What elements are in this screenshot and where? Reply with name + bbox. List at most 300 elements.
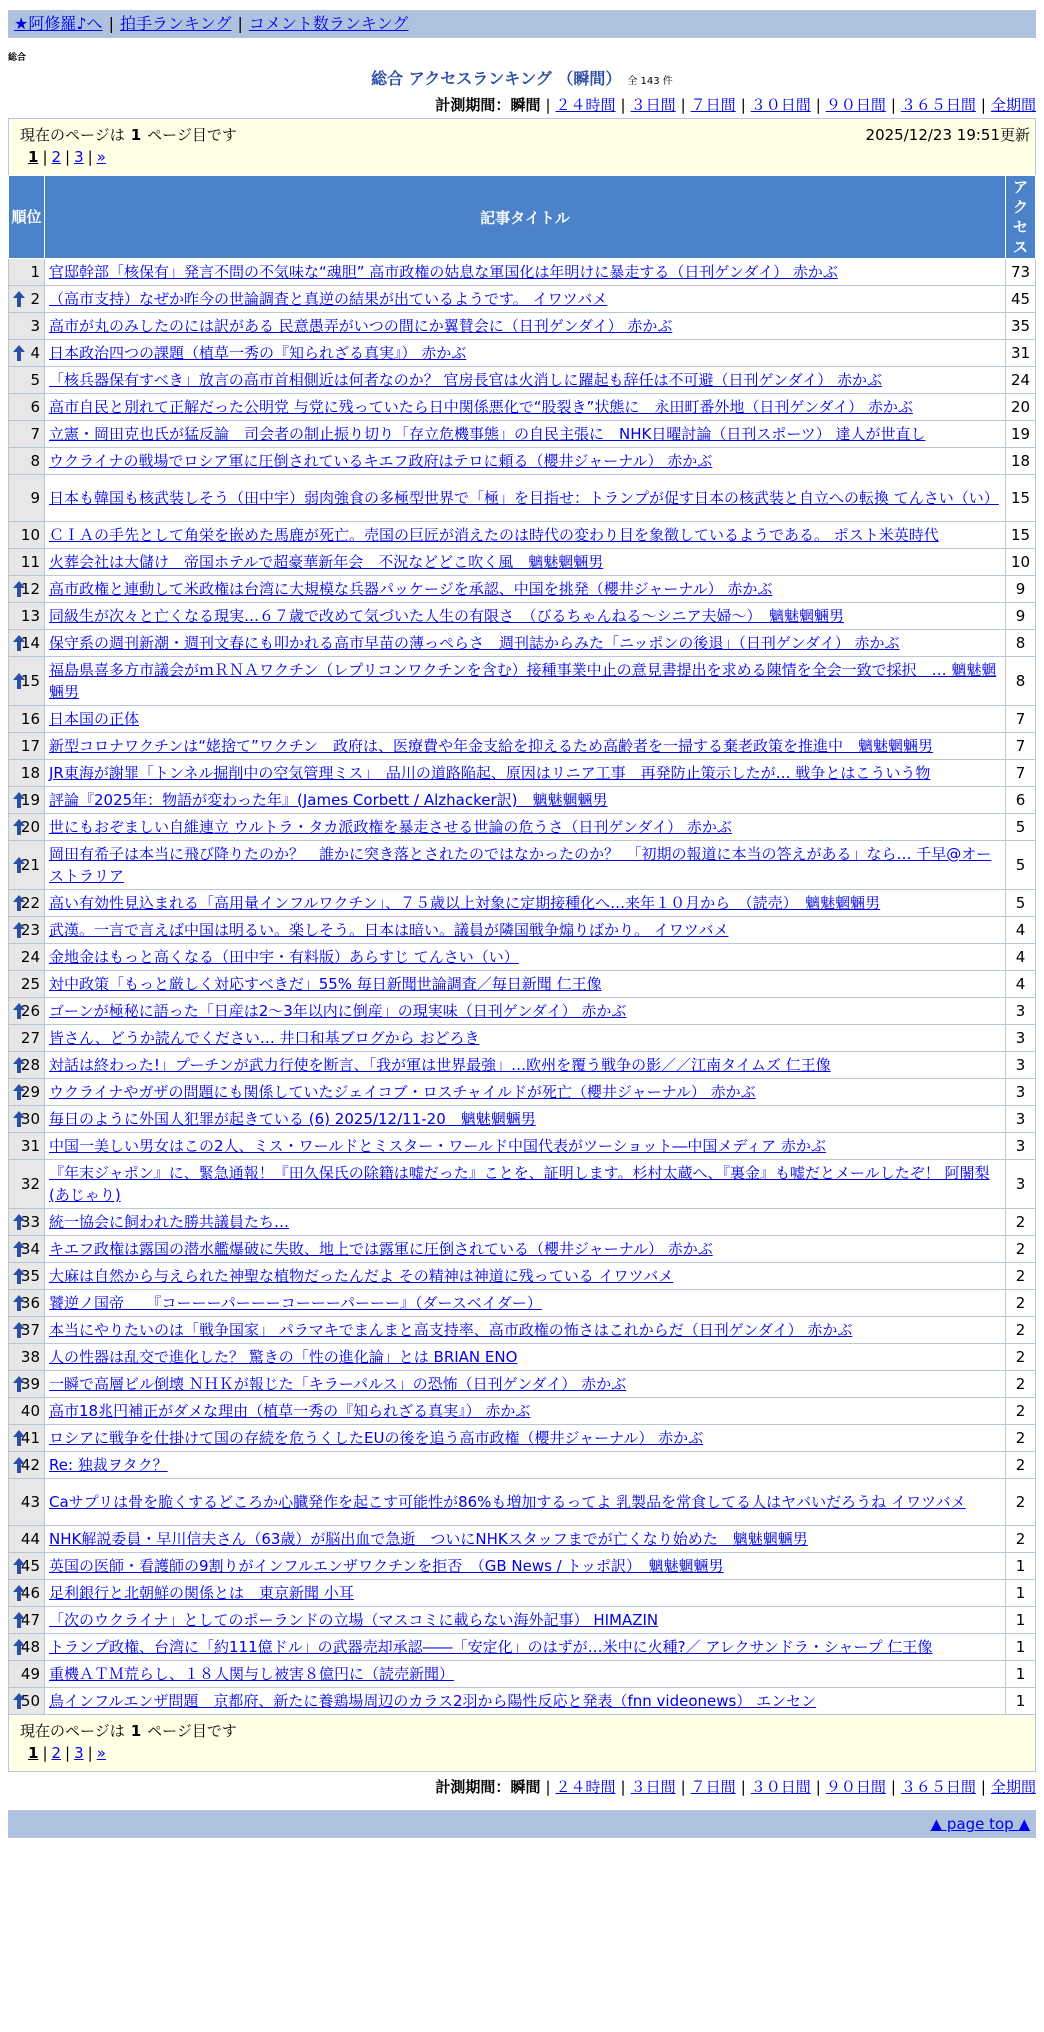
- table-row: [9, 313, 1036, 340]
- period-label: 計測期間：: [435, 96, 511, 114]
- rank-number: 20: [20, 818, 40, 836]
- table-row: [9, 1106, 1036, 1133]
- separator: |: [680, 1778, 686, 1796]
- rank-number: 1: [30, 263, 40, 281]
- rank-up-arrow-icon: [13, 1268, 25, 1284]
- article-title-link[interactable]: Re: 独裁ヲタク？: [49, 1456, 168, 1474]
- article-title-link[interactable]: 金地金はもっと高くなる（田中宇・有料版）あらすじ てんさい（い）: [49, 948, 519, 966]
- rank-cell: [9, 394, 45, 421]
- rank-cell: [9, 1526, 45, 1553]
- separator: |: [545, 96, 551, 114]
- title-cell: [45, 890, 1006, 917]
- rank-number: 15: [20, 672, 40, 690]
- pagination-page-1: 1: [28, 1744, 39, 1762]
- article-title-link[interactable]: 火葬会社は大儲け 帝国ホテルで超豪華新年会 不況などどこ吹く風 魑魅魍魎男: [49, 553, 604, 571]
- clap-ranking-link[interactable]: 拍手ランキング: [119, 14, 232, 33]
- rank-number: 21: [20, 856, 40, 874]
- separator: |: [87, 1744, 93, 1762]
- article-title-link[interactable]: 日本国の正体: [49, 710, 140, 728]
- table-row: [9, 1634, 1036, 1661]
- page-top-link[interactable]: ▲ page top ▲: [930, 1815, 1030, 1833]
- table-row: [9, 1290, 1036, 1317]
- article-title-link[interactable]: （高市支持）なぜか昨今の世論調査と真逆の結果が出ているようです。 イワツバメ: [49, 290, 608, 308]
- updated-timestamp: 2025/12/23 19:51更新: [865, 126, 1030, 144]
- table-row: [9, 1133, 1036, 1160]
- article-title-link[interactable]: 毎日のように外国人犯罪が起きている (6) 2025/12/11-20 魑魅魍魎男: [49, 1110, 536, 1128]
- rank-cell: [9, 603, 45, 630]
- title-cell: [45, 998, 1006, 1025]
- rank-cell: [9, 1317, 45, 1344]
- table-row: [9, 286, 1036, 313]
- article-title-link[interactable]: 対中政策「もっと厳しく対応すべきだ」55% 毎日新聞世論調査／毎日新聞 仁王像: [49, 975, 602, 993]
- title-cell: [45, 421, 1006, 448]
- article-title-link[interactable]: 新型コロナワクチンは“姥捨て”ワクチン 政府は、医療費や年金支給を抑えるため高齢者を一掃する棄老政策を推進中 魑魅魍魎男: [49, 737, 934, 755]
- top-period-option-2[interactable]: ２４時間: [555, 96, 616, 114]
- title-cell: [45, 1344, 1006, 1371]
- table-row: [9, 706, 1036, 733]
- access-count: 2: [1005, 1236, 1035, 1263]
- rank-cell: [9, 814, 45, 841]
- rank-number: 40: [20, 1402, 40, 1420]
- table-row: [9, 890, 1036, 917]
- article-title-link[interactable]: 中国一美しい男女はこの2人、ミス・ワールドとミスター・ワールド中国代表がツーショット―中国メディア 赤かぶ: [49, 1137, 826, 1155]
- rank-cell: [9, 1209, 45, 1236]
- page-info-suffix: ページ目です: [147, 126, 237, 144]
- home-link[interactable]: ★阿修羅♪へ: [14, 14, 103, 33]
- title-cell: [45, 1425, 1006, 1452]
- rank-up-arrow-icon: [13, 1003, 25, 1019]
- title-cell: [45, 367, 1006, 394]
- title-cell: [45, 1236, 1006, 1263]
- rank-number: 39: [20, 1375, 40, 1393]
- article-title-link[interactable]: 人の性器は乱交で進化した？ 驚きの「性の進化論」とは BRIAN ENO: [49, 1348, 518, 1366]
- rank-number: 17: [20, 737, 40, 755]
- title-cell: [45, 448, 1006, 475]
- title-cell: [45, 1052, 1006, 1079]
- period-selector-bottom: [0, 1774, 1036, 1800]
- rank-number: 32: [20, 1175, 40, 1193]
- rank-up-arrow-icon: [13, 1558, 25, 1574]
- table-row: [9, 733, 1036, 760]
- rank-cell: [9, 549, 45, 576]
- table-row: [9, 787, 1036, 814]
- separator: |: [815, 1778, 821, 1796]
- separator: |: [680, 96, 686, 114]
- separator: |: [620, 1778, 626, 1796]
- rank-cell: [9, 787, 45, 814]
- article-title-link[interactable]: JR東海が謝罪「トンネル掘削中の空気管理ミス」 品川の道路陥起、原因はリニア工事 再発防止策示したが… 戦争とはこういう物: [49, 764, 931, 782]
- table-row: [9, 1452, 1036, 1479]
- rank-cell: [9, 1634, 45, 1661]
- rank-cell: [9, 522, 45, 549]
- table-row: [9, 1580, 1036, 1607]
- table-row: [9, 475, 1036, 522]
- article-title-link[interactable]: 官邸幹部「核保有」発言不問の不気味な“魂胆” 高市政権の姑息な軍国化は年明けに暴走する（日刊ゲンダイ） 赤かぶ: [49, 263, 838, 281]
- rank-up-arrow-icon: [13, 819, 25, 835]
- rank-number: 33: [20, 1213, 40, 1231]
- pagination-next[interactable]: »: [96, 1744, 106, 1762]
- rank-up-arrow-icon: [13, 1585, 25, 1601]
- article-title-link[interactable]: ゴーンが極秘に語った「日産は2〜3年以内に倒産」の現実味（日刊ゲンダイ） 赤かぶ: [49, 1002, 627, 1020]
- rank-number: 27: [20, 1029, 40, 1047]
- article-title-link[interactable]: 高市自民と別れて正解だった公明党 与党に残っていたら日中関係悪化で“股裂き”状態に 永田町番外地（日刊ゲンダイ） 赤かぶ: [49, 398, 913, 416]
- pagination-page-3[interactable]: 3: [74, 1744, 84, 1762]
- article-title-link[interactable]: 重機ＡＴＭ荒らし、１８人関与し被害８億円に（読売新聞）: [49, 1665, 455, 1683]
- pagination-page-2[interactable]: 2: [51, 148, 62, 166]
- article-title-link[interactable]: ウクライナやガザの問題にも関係していたジェイコブ・ロスチャイルドが死亡（櫻井ジャーナル） 赤かぶ: [49, 1083, 756, 1101]
- access-count: 1: [1005, 1634, 1035, 1661]
- access-count: 6: [1005, 787, 1035, 814]
- top-period-option-1: 瞬間: [510, 96, 541, 114]
- rank-cell: [9, 971, 45, 998]
- rank-number: 26: [20, 1002, 40, 1020]
- rank-number: 47: [20, 1611, 40, 1629]
- title-cell: [45, 1160, 1006, 1209]
- page-title: [0, 66, 1044, 92]
- title-cell: [45, 603, 1006, 630]
- rank-cell: [9, 841, 45, 890]
- table-row: [9, 1688, 1036, 1715]
- rank-cell: [9, 630, 45, 657]
- article-title-link[interactable]: 一瞬で高層ビル倒壊 ＮＨＫが報じた「キラーパルス」の恐怖（日刊ゲンダイ） 赤かぶ: [49, 1375, 627, 1393]
- table-row: [9, 630, 1036, 657]
- rank-cell: [9, 576, 45, 603]
- top-period-option-3[interactable]: ３日間: [630, 96, 676, 114]
- separator: |: [545, 1778, 551, 1796]
- rank-cell: [9, 448, 45, 475]
- page-title-text: 総合 アクセスランキング （瞬間）: [371, 69, 622, 88]
- access-count: 1: [1005, 1688, 1035, 1715]
- rank-cell: [9, 421, 45, 448]
- article-title-link[interactable]: 『年末ジャポン』に、緊急通報！『田久保氏の除籍は嘘だった』ことを、証明します。杉村太蔵へ、『裏金』も嘘だとメールしたぞ！ 阿闍梨(あじゃり): [49, 1164, 990, 1204]
- access-count: 2: [1005, 1425, 1035, 1452]
- rank-number: 9: [30, 489, 40, 507]
- access-count: 3: [1005, 1106, 1035, 1133]
- title-cell: [45, 286, 1006, 313]
- title-cell: [45, 1607, 1006, 1634]
- access-count: 2: [1005, 1398, 1035, 1425]
- pagination-page-2[interactable]: 2: [51, 1744, 62, 1762]
- bottom-period-option-6[interactable]: ９０日間: [825, 1778, 886, 1796]
- article-title-link[interactable]: 饕逆ノ国帝 『コーーーパーーーコーーーパーーー』（ダースベイダー）: [49, 1294, 542, 1312]
- access-count: 8: [1005, 630, 1035, 657]
- page-info-box-bottom: [9, 1715, 1036, 1772]
- table-row: [9, 1317, 1036, 1344]
- rank-number: 19: [20, 791, 40, 809]
- rank-cell: [9, 1025, 45, 1052]
- title-cell: [45, 1688, 1006, 1715]
- title-cell: [45, 760, 1006, 787]
- access-count: 45: [1005, 286, 1035, 313]
- access-count: 9: [1005, 603, 1035, 630]
- table-row: [9, 1553, 1036, 1580]
- access-count: 2: [1005, 1344, 1035, 1371]
- access-count: 9: [1005, 576, 1035, 603]
- title-cell: [45, 1526, 1006, 1553]
- rank-number: 3: [30, 317, 40, 335]
- rank-number: 25: [20, 975, 40, 993]
- rank-number: 48: [20, 1638, 40, 1656]
- article-title-link[interactable]: 本当にやりたいのは「戦争国家」 パラマキでまんまと高支持率、高市政権の怖さはこれからだ（日刊ゲンダイ） 赤かぶ: [49, 1321, 853, 1339]
- article-title-link[interactable]: 日本政治四つの課題（植草一秀の『知られざる真実』） 赤かぶ: [49, 344, 467, 362]
- title-cell: [45, 1371, 1006, 1398]
- bottom-period-option-4[interactable]: ７日間: [690, 1778, 736, 1796]
- rank-up-arrow-icon: [13, 291, 25, 307]
- access-count: 1: [1005, 1580, 1035, 1607]
- rank-cell: [9, 259, 45, 286]
- article-title-link[interactable]: 日本も韓国も核武装しそう（田中宇）弱肉強食の多極型世界で「極」を目指せ：トランプが促す日本の核武装と自立への転換 てんさい（い）: [49, 489, 999, 507]
- page-info-prefix: 現在のページは: [20, 126, 125, 144]
- current-page-number: 1: [130, 126, 142, 144]
- title-cell: [45, 1317, 1006, 1344]
- title-cell: [45, 706, 1006, 733]
- article-title-link[interactable]: ウクライナの戦場でロシア軍に圧倒されているキエフ政府はテロに頼る（櫻井ジャーナル） 赤かぶ: [49, 452, 713, 470]
- rank-cell: [9, 1160, 45, 1209]
- table-row: [9, 1371, 1036, 1398]
- article-title-link[interactable]: NHK解説委員・早川信夫さん（63歳）が脳出血で急逝 ついにNHKスタッフまでが亡くなり始めた 魑魅魍魎男: [49, 1530, 808, 1548]
- access-count: 2: [1005, 1317, 1035, 1344]
- access-count: 7: [1005, 706, 1035, 733]
- table-row: [9, 1398, 1036, 1425]
- rank-number: 12: [20, 580, 40, 598]
- rank-number: 16: [20, 710, 40, 728]
- access-count: 15: [1005, 475, 1035, 522]
- title-cell: [45, 1079, 1006, 1106]
- rank-cell: [9, 1236, 45, 1263]
- title-cell: [45, 475, 1006, 522]
- top-nav: ★阿修羅♪へ | 拍手ランキング | コメント数ランキング: [8, 10, 1036, 38]
- article-title-link[interactable]: 武漢。一言で言えば中国は明るい。楽しそう。日本は暗い。議員が隣国戦争煽りばかり。 イワツバメ: [49, 921, 729, 939]
- article-title-link[interactable]: トランプ政権、台湾に「約111億ドル」の武器売却承認――「安定化」のはずが…米中に火種?／ アレクサンドラ・シャープ 仁王像: [49, 1638, 933, 1656]
- rank-cell: [9, 1479, 45, 1526]
- rank-cell: [9, 1290, 45, 1317]
- article-title-link[interactable]: ロシアに戦争を仕掛けて国の存続を危うくしたEUの後を追う高市政権（櫻井ジャーナル） 赤かぶ: [49, 1429, 704, 1447]
- title-cell: [45, 394, 1006, 421]
- title-cell: [45, 1634, 1006, 1661]
- article-title-link[interactable]: 高市政権と連動して米政権は台湾に大規模な兵器パッケージを承認、中国を挑発（櫻井ジャーナル） 赤かぶ: [49, 580, 773, 598]
- rank-number: 34: [20, 1240, 40, 1258]
- rank-cell: [9, 1371, 45, 1398]
- rank-up-arrow-icon: [13, 1322, 25, 1338]
- rank-cell: [9, 1607, 45, 1634]
- rank-number: 13: [20, 607, 40, 625]
- bottom-period-option-3[interactable]: ３日間: [630, 1778, 676, 1796]
- table-row: [9, 944, 1036, 971]
- article-title-link[interactable]: 岡田有希子は本当に飛び降りたのか？ 誰かに突き落とされたのではなかったのか？ 「初期の報道に本当の答えがある」なら… 千早@オーストラリア: [49, 845, 992, 885]
- rank-number: 30: [20, 1110, 40, 1128]
- separator: |: [42, 1744, 48, 1762]
- article-title-link[interactable]: 福島県喜多方市議会がｍＲＮＡワクチン（レプリコンワクチンを含む）接種事業中止の意見書提出を求める陳情を全会一致で採択 … 魑魅魍魎男: [49, 661, 997, 701]
- access-count: 3: [1005, 1052, 1035, 1079]
- rank-cell: [9, 367, 45, 394]
- separator: |: [980, 96, 986, 114]
- rank-number: 49: [20, 1665, 40, 1683]
- title-cell: [45, 1398, 1006, 1425]
- separator: |: [87, 148, 93, 166]
- table-row: [9, 998, 1036, 1025]
- separator: |: [890, 1778, 896, 1796]
- article-title-link[interactable]: キエフ政権は露国の潜水艦爆破に失敗、地上では露軍に圧倒されている（櫻井ジャーナル） 赤かぶ: [49, 1240, 713, 1258]
- article-title-link[interactable]: 世にもおぞましい自維連立 ウルトラ・タカ派政権を暴走させる世論の危うさ（日刊ゲンダイ） 赤かぶ: [49, 818, 732, 836]
- access-count: 4: [1005, 917, 1035, 944]
- article-title-link[interactable]: 鳥インフルエンザ問題 京都府、新たに養鶏場周辺のカラス2羽から陽性反応と発表（fnn videonews） エンセン: [49, 1692, 817, 1710]
- table-row: [9, 814, 1036, 841]
- rank-cell: [9, 1398, 45, 1425]
- access-count: 18: [1005, 448, 1035, 475]
- separator: |: [740, 96, 746, 114]
- rank-cell: [9, 340, 45, 367]
- title-cell: [45, 1209, 1006, 1236]
- rank-cell: [9, 1344, 45, 1371]
- top-period-option-5[interactable]: ３０日間: [750, 96, 811, 114]
- current-page-number: 1: [130, 1722, 142, 1740]
- rank-up-arrow-icon: [13, 1457, 25, 1473]
- title-cell: [45, 313, 1006, 340]
- table-row: [9, 421, 1036, 448]
- article-title-link[interactable]: 「次のウクライナ」としてのポーランドの立場（マスコミに載らない海外記事） HIMAZIN: [49, 1611, 659, 1629]
- rank-up-arrow-icon: [13, 1430, 25, 1446]
- rank-number: 50: [20, 1692, 40, 1710]
- table-row: [9, 917, 1036, 944]
- pagination-page-3[interactable]: 3: [74, 148, 84, 166]
- separator: |: [65, 148, 71, 166]
- bottom-period-option-7[interactable]: ３６５日間: [900, 1778, 976, 1796]
- bottom-period-option-2[interactable]: ２４時間: [555, 1778, 616, 1796]
- rank-up-arrow-icon: [13, 1612, 25, 1628]
- access-count: 15: [1005, 522, 1035, 549]
- table-row: [9, 1263, 1036, 1290]
- rank-number: 5: [30, 371, 40, 389]
- article-title-link[interactable]: Caサプリは骨を脆くするどころか心臓発作を起こす可能性が86%も増加するってよ 乳製品を常食してる人はヤバいだろうね イワツバメ: [49, 1493, 966, 1511]
- title-cell: [45, 1290, 1006, 1317]
- title-cell: [45, 733, 1006, 760]
- rank-cell: [9, 1052, 45, 1079]
- rank-cell: [9, 1133, 45, 1160]
- rank-cell: [9, 286, 45, 313]
- rank-number: 36: [20, 1294, 40, 1312]
- article-title-link[interactable]: 「核兵器保有すべき」放言の高市首相側近は何者なのか？ 官房長官は火消しに躍起も辞任は不可避（日刊ゲンダイ） 赤かぶ: [49, 371, 883, 389]
- period-label: 計測期間：: [435, 1778, 511, 1796]
- access-count: 4: [1005, 971, 1035, 998]
- rank-number: 24: [20, 948, 40, 966]
- rank-cell: [9, 475, 45, 522]
- rank-number: 38: [20, 1348, 40, 1366]
- rank-up-arrow-icon: [13, 673, 25, 689]
- rank-number: 37: [20, 1321, 40, 1339]
- title-cell: [45, 1133, 1006, 1160]
- access-count: 4: [1005, 944, 1035, 971]
- top-period-option-8[interactable]: 全期間: [990, 96, 1036, 114]
- rank-number: 6: [30, 398, 40, 416]
- table-row: [9, 760, 1036, 787]
- article-title-link[interactable]: 同級生が次々と亡くなる現実…６７歳で改めて気づいた人生の有限さ （びるちゃんねる〜シニア夫婦〜） 魑魅魍魎男: [49, 607, 845, 625]
- separator: |: [890, 96, 896, 114]
- title-cell: [45, 576, 1006, 603]
- rank-cell: [9, 1688, 45, 1715]
- rank-up-arrow-icon: [13, 1241, 25, 1257]
- title-cell: [45, 1452, 1006, 1479]
- rank-cell: [9, 657, 45, 706]
- access-count: 2: [1005, 1371, 1035, 1398]
- rank-up-arrow-icon: [13, 922, 25, 938]
- bottom-period-option-1: 瞬間: [510, 1778, 541, 1796]
- article-title-link[interactable]: ＣＩＡの手先として角栄を嵌めた馬鹿が死亡。売国の巨匠が消えたのは時代の変わり目を象徴しているようである。 ポスト米英時代: [49, 526, 939, 544]
- top-period-option-4[interactable]: ７日間: [690, 96, 736, 114]
- title-cell: [45, 1263, 1006, 1290]
- article-title-link[interactable]: 立憲・岡田克也氏が猛反論 司会者の制止振り切り「存立危機事態」の自民主張に NHK日曜討論（日刊スポーツ） 達人が世直し: [49, 425, 926, 443]
- article-title-link[interactable]: 英国の医師・看護師の9割りがインフルエンザワクチンを拒否 （GB News / トッポ訳） 魑魅魍魎男: [49, 1557, 724, 1575]
- table-row: [9, 841, 1036, 890]
- top-period-option-6[interactable]: ９０日間: [825, 96, 886, 114]
- article-title-link[interactable]: 高市18兆円補正がダメな理由（植草一秀の『知られざる真実』） 赤かぶ: [49, 1402, 531, 1420]
- table-row: [9, 603, 1036, 630]
- access-count: 7: [1005, 760, 1035, 787]
- separator: |: [740, 1778, 746, 1796]
- header-title: 記事タイトル: [45, 176, 1006, 259]
- title-cell: [45, 814, 1006, 841]
- rank-cell: [9, 733, 45, 760]
- rank-number: 42: [20, 1456, 40, 1474]
- table-row: [9, 971, 1036, 998]
- rank-cell: [9, 1452, 45, 1479]
- title-cell: [45, 971, 1006, 998]
- article-title-link[interactable]: 評論『2025年：物語が変わった年』(James Corbett / Alzhacker訳) 魑魅魍魎男: [49, 791, 608, 809]
- rank-up-arrow-icon: [13, 635, 25, 651]
- rank-cell: [9, 1263, 45, 1290]
- rank-cell: [9, 917, 45, 944]
- rank-number: 7: [30, 425, 40, 443]
- access-count: 8: [1005, 657, 1035, 706]
- bottom-period-option-5[interactable]: ３０日間: [750, 1778, 811, 1796]
- rank-up-arrow-icon: [13, 1693, 25, 1709]
- table-row: [9, 549, 1036, 576]
- table-row: [9, 1526, 1036, 1553]
- rank-up-arrow-icon: [13, 1084, 25, 1100]
- article-title-link[interactable]: 保守系の週刊新潮・週刊文春にも叩かれる高市早苗の薄っぺらさ 週刊誌からみた「ニッポンの後退」（日刊ゲンダイ） 赤かぶ: [49, 634, 900, 652]
- rank-cell: [9, 1079, 45, 1106]
- title-cell: [45, 1661, 1006, 1688]
- title-cell: [45, 657, 1006, 706]
- article-title-link[interactable]: 大麻は自然から与えられた神聖な植物だったんだよ その精神は神道に残っている イワツバメ: [49, 1267, 674, 1285]
- access-count: 3: [1005, 1079, 1035, 1106]
- article-title-link[interactable]: 対話は終わった!」プーチンが武力行使を断言、「我が軍は世界最強」…欧州を覆う戦争の影／／江南タイムズ 仁王像: [49, 1056, 831, 1074]
- title-cell: [45, 787, 1006, 814]
- top-period-option-7[interactable]: ３６５日間: [900, 96, 976, 114]
- article-title-link[interactable]: 統一協会に飼われた勝共議員たち…: [49, 1213, 290, 1231]
- access-count: 2: [1005, 1479, 1035, 1526]
- bottom-period-option-8[interactable]: 全期間: [990, 1778, 1036, 1796]
- comment-ranking-link[interactable]: コメント数ランキング: [248, 14, 409, 33]
- access-count: 2: [1005, 1452, 1035, 1479]
- title-cell: [45, 549, 1006, 576]
- article-title-link[interactable]: 足利銀行と北朝鮮の関係とは 東京新聞 小耳: [49, 1584, 354, 1602]
- article-title-link[interactable]: 皆さん、どうか読んでください… 井口和基ブログから おどろき: [49, 1029, 480, 1047]
- article-title-link[interactable]: 高市が丸のみしたのには訳がある 民意愚弄がいつの間にか翼賛会に（日刊ゲンダイ） 赤かぶ: [49, 317, 673, 335]
- rank-cell: [9, 760, 45, 787]
- title-cell: [45, 841, 1006, 890]
- access-count: 3: [1005, 1160, 1035, 1209]
- table-row: [9, 1160, 1036, 1209]
- article-title-link[interactable]: 高い有効性見込まれる「高用量インフルワクチン」、７５歳以上対象に定期接種化へ…来年１０月から （読売） 魑魅魍魎男: [49, 894, 881, 912]
- total-count: 全 143 件: [627, 76, 673, 87]
- rank-up-arrow-icon: [13, 857, 25, 873]
- table-row: [9, 394, 1036, 421]
- pagination-next[interactable]: »: [96, 148, 106, 166]
- rank-up-arrow-icon: [13, 1639, 25, 1655]
- table-row: [9, 576, 1036, 603]
- rank-up-arrow-icon: [13, 895, 25, 911]
- access-count: 19: [1005, 421, 1035, 448]
